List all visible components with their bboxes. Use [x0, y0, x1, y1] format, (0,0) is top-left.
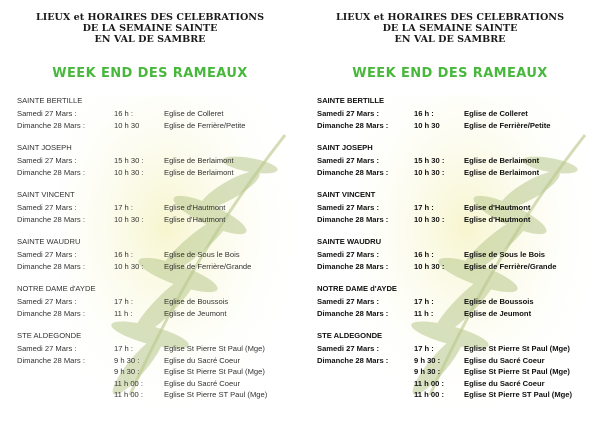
schedule-church: Eglise de Berlaimont	[464, 156, 540, 165]
schedule-church: Eglise de Colleret	[464, 109, 528, 118]
parish-name: NOTRE DAME d'AYDE	[17, 284, 96, 293]
schedule-day: Samedi 27 Mars :	[17, 109, 77, 118]
schedule-church: Eglise d'Hautmont	[464, 214, 531, 224]
flyer-subtitle: WEEK END DES RAMEAUX	[352, 66, 548, 81]
schedule-church: Eglise de Colleret	[164, 109, 224, 118]
flyer-title: LIEUX et HORAIRES DES CELEBRATIONS DE LA SEMAINE SAINTE EN VAL DE SAMBRE	[335, 12, 565, 46]
schedule-time: 9 h 30 :	[114, 367, 140, 376]
schedule-row	[17, 167, 300, 179]
schedule-church: Eglise de Jeumont	[464, 308, 532, 318]
schedule-row	[17, 378, 300, 390]
schedule-day: Dimanche 28 Mars :	[317, 167, 389, 177]
schedule-day: Dimanche 28 Mars :	[317, 355, 389, 365]
schedule-time: 10 h 30	[114, 120, 140, 130]
schedule-time: 15 h 30 :	[414, 156, 445, 165]
schedule-church: Eglise du Sacré Coeur	[464, 378, 545, 388]
schedule-day: Samedi 27 Mars :	[317, 203, 380, 212]
schedule-day: Dimanche 28 Mars :	[317, 120, 389, 130]
schedule-day: Samedi 27 Mars :	[17, 156, 77, 165]
schedule-time: 10 h 30 :	[114, 167, 144, 177]
schedule-church: Eglise de Ferrière/Grande	[164, 261, 252, 271]
schedule-row	[317, 343, 600, 355]
schedule-day: Dimanche 28 Mars :	[17, 214, 85, 224]
schedule-church: Eglise de Boussois	[164, 297, 229, 306]
schedule-day	[17, 366, 114, 378]
schedule-row	[17, 389, 300, 401]
schedule-row	[17, 308, 300, 320]
schedule-time: 17 h :	[114, 203, 133, 212]
schedule-row	[317, 249, 600, 261]
schedule-time: 16 h :	[414, 250, 434, 259]
schedule-church: Eglise du Sacré Coeur	[164, 378, 240, 388]
schedule-church: Eglise de Berlaimont	[164, 167, 234, 177]
parish-section	[317, 96, 600, 131]
schedule-time: 11 h 00 :	[114, 378, 143, 388]
schedule-time: 9 h 30 :	[114, 355, 140, 365]
schedule-church: Eglise de Ferrière/Petite	[164, 120, 246, 130]
schedule-church: Eglise de Berlaimont	[464, 167, 540, 177]
schedule-list	[17, 96, 300, 413]
schedule-day	[317, 366, 414, 378]
schedule-row	[317, 214, 600, 226]
schedule-time: 16 h :	[114, 109, 133, 118]
schedule-day: Samedi 27 Mars :	[317, 250, 380, 259]
schedule-row	[317, 389, 600, 401]
schedule-time: 10 h 30 :	[114, 261, 144, 271]
schedule-day	[17, 389, 114, 401]
schedule-day	[317, 378, 414, 390]
parish-name: STE ALDEGONDE	[17, 331, 82, 340]
schedule-row	[17, 214, 300, 226]
parish-section	[317, 237, 600, 272]
schedule-row	[317, 308, 600, 320]
schedule-time: 11 h :	[414, 308, 434, 318]
schedule-day: Samedi 27 Mars :	[317, 344, 380, 353]
parish-name: SAINTE WAUDRU	[317, 237, 382, 246]
schedule-time: 16 h :	[414, 109, 434, 118]
schedule-church: Eglise St Pierre ST Paul (Mge)	[464, 390, 573, 399]
parish-section	[317, 190, 600, 225]
schedule-church: Eglise St Pierre St Paul (Mge)	[464, 367, 570, 376]
schedule-time: 11 h :	[114, 308, 133, 318]
schedule-list	[317, 96, 600, 413]
schedule-church: Eglise d'Hautmont	[464, 203, 531, 212]
parish-section	[17, 331, 300, 401]
schedule-church: Eglise St Pierre St Paul (Mge)	[164, 367, 265, 376]
schedule-row	[17, 120, 300, 132]
schedule-day: Samedi 27 Mars :	[17, 344, 77, 353]
schedule-day: Samedi 27 Mars :	[17, 203, 77, 212]
schedule-time: 10 h 30 :	[414, 167, 445, 177]
parish-name: SAINT JOSEPH	[317, 143, 373, 152]
schedule-day: Samedi 27 Mars :	[317, 156, 380, 165]
schedule-time: 17 h :	[414, 203, 434, 212]
schedule-row	[17, 366, 300, 378]
schedule-church: Eglise St Pierre St Paul (Mge)	[164, 344, 265, 353]
schedule-time: 10 h 30 :	[114, 214, 144, 224]
schedule-day: Samedi 27 Mars :	[317, 109, 380, 118]
schedule-time: 10 h 30 :	[414, 261, 445, 271]
schedule-row	[17, 155, 300, 167]
schedule-row	[317, 120, 600, 132]
parish-name: NOTRE DAME d'AYDE	[317, 284, 398, 293]
schedule-time: 11 h 00 :	[114, 390, 143, 399]
parish-name: SAINTE BERTILLE	[17, 96, 83, 105]
schedule-time: 9 h 30 :	[414, 367, 441, 376]
schedule-time: 16 h :	[114, 250, 133, 259]
parish-name: SAINT VINCENT	[317, 190, 376, 199]
schedule-day: Dimanche 28 Mars :	[317, 214, 389, 224]
schedule-day: Dimanche 28 Mars :	[17, 355, 85, 365]
parish-section	[17, 143, 300, 178]
schedule-day: Dimanche 28 Mars :	[17, 308, 85, 318]
parish-section	[317, 331, 600, 401]
parish-name: SAINT JOSEPH	[17, 143, 72, 152]
schedule-row	[317, 108, 600, 120]
schedule-row	[17, 296, 300, 308]
schedule-church: Eglise de Berlaimont	[164, 156, 234, 165]
parish-section	[17, 190, 300, 225]
schedule-day: Dimanche 28 Mars :	[17, 120, 85, 130]
schedule-time: 17 h :	[414, 297, 434, 306]
schedule-church: Eglise de Boussois	[464, 297, 534, 306]
parish-name: SAINT VINCENT	[17, 190, 75, 199]
schedule-day: Samedi 27 Mars :	[17, 297, 77, 306]
schedule-church: Eglise de Ferrière/Petite	[464, 120, 551, 130]
schedule-day: Dimanche 28 Mars :	[317, 308, 389, 318]
schedule-time: 11 h 00 :	[414, 378, 444, 388]
schedule-row	[17, 355, 300, 367]
schedule-row	[17, 343, 300, 355]
schedule-row	[317, 167, 600, 179]
schedule-church: Eglise d'Hautmont	[164, 203, 226, 212]
schedule-row	[317, 155, 600, 167]
parish-section	[317, 143, 600, 178]
flyer-right	[300, 0, 600, 425]
schedule-time: 9 h 30 :	[414, 355, 441, 365]
schedule-time: 10 h 30 :	[414, 214, 445, 224]
schedule-row	[317, 202, 600, 214]
schedule-row	[317, 355, 600, 367]
schedule-row	[17, 261, 300, 273]
parish-name: SAINTE BERTILLE	[317, 96, 385, 105]
schedule-day: Dimanche 28 Mars :	[17, 167, 85, 177]
schedule-day	[317, 389, 414, 401]
schedule-row	[17, 108, 300, 120]
schedule-row	[317, 366, 600, 378]
schedule-time: 17 h :	[114, 344, 133, 353]
schedule-day: Dimanche 28 Mars :	[317, 261, 389, 271]
schedule-church: Eglise de Sous le Bois	[464, 250, 546, 259]
schedule-time: 17 h :	[114, 297, 133, 306]
parish-section	[17, 96, 300, 131]
schedule-church: Eglise du Sacré Coeur	[164, 355, 240, 365]
parish-section	[317, 284, 600, 319]
schedule-time: 17 h :	[414, 344, 434, 353]
schedule-day: Samedi 27 Mars :	[17, 250, 77, 259]
schedule-time: 11 h 00 :	[414, 390, 444, 399]
schedule-day: Samedi 27 Mars :	[317, 297, 380, 306]
schedule-church: Eglise de Sous le Bois	[164, 250, 240, 259]
parish-section	[17, 284, 300, 319]
schedule-church: Eglise St Pierre ST Paul (Mge)	[164, 390, 268, 399]
schedule-church: Eglise St Pierre St Paul (Mge)	[464, 344, 570, 353]
schedule-day: Dimanche 28 Mars :	[17, 261, 85, 271]
schedule-row	[17, 202, 300, 214]
parish-name: STE ALDEGONDE	[317, 331, 383, 340]
parish-name: SAINTE WAUDRU	[17, 237, 81, 246]
schedule-time: 10 h 30	[414, 120, 440, 130]
schedule-church: Eglise d'Hautmont	[164, 214, 226, 224]
schedule-row	[17, 249, 300, 261]
schedule-time: 15 h 30 :	[114, 156, 144, 165]
flyer-subtitle: WEEK END DES RAMEAUX	[52, 66, 248, 81]
flyer-title: LIEUX et HORAIRES DES CELEBRATIONS DE LA SEMAINE SAINTE EN VAL DE SAMBRE	[35, 12, 265, 46]
schedule-row	[317, 296, 600, 308]
schedule-row	[317, 261, 600, 273]
schedule-church: Eglise de Ferrière/Grande	[464, 261, 557, 271]
schedule-church: Eglise de Jeumont	[164, 308, 227, 318]
schedule-row	[317, 378, 600, 390]
schedule-church: Eglise du Sacré Coeur	[464, 355, 545, 365]
schedule-day	[17, 378, 114, 390]
parish-section	[17, 237, 300, 272]
